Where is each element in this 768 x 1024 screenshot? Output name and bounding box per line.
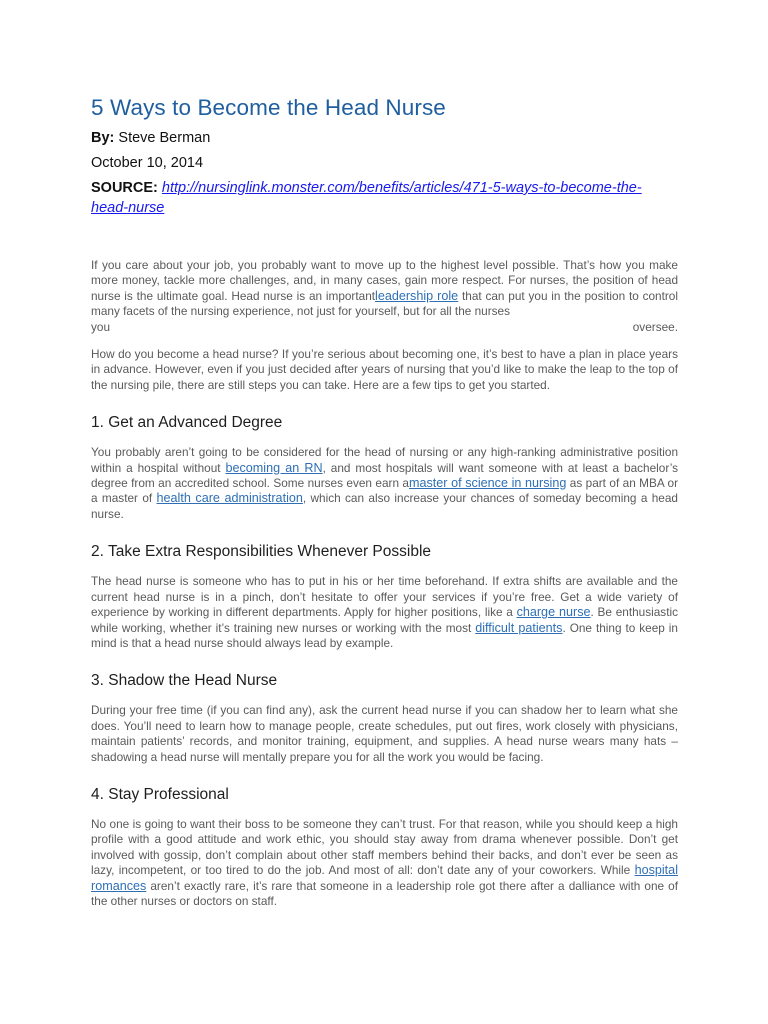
section-4-body: [91, 817, 678, 909]
section-1-heading: 1. Get an Advanced Degree: [91, 414, 283, 432]
section-4-text-2: aren’t exactly rare, it’s rare that someone in a leadership role got there after a dalliance with one of the other nurses or doctors on staff.: [91, 878, 678, 908]
source-link[interactable]: http://nursinglink.monster.com/benefits/articles/471-5-ways-to-become-the-head-nurse: [91, 180, 642, 216]
intro-last-line: [91, 320, 678, 335]
publish-date: October 10, 2014: [91, 155, 204, 171]
section-4-text-1: No one is going to want their boss to be someone they can’t trust. For that reason, while you should keep a high profile with a good attitude and work ethic, you should stay away from drama whenever possible. Don’t get involved with gossip, don’t complain about other staff members behind their backs, and don’t ever be seen as lazy, incompetent, or too tired to do the job. And most of all: don’t date any of your coworkers. While: [91, 816, 678, 878]
article: [91, 90, 678, 909]
section-3-heading: 3. Shadow the Head Nurse: [91, 672, 278, 690]
section-1-text-2: , and most hospitals will want someone with at least a bachelor’s degree from an accredited school. Some nurses even earn a: [91, 460, 679, 491]
section-4-heading: 4. Stay Professional: [91, 785, 229, 803]
intro-paragraph-1: [91, 258, 678, 335]
becoming-an-rn-link[interactable]: becoming an RN: [225, 460, 323, 475]
source-line: [91, 178, 678, 218]
by-label: By:: [91, 130, 115, 146]
hospital-romances-link[interactable]: hospital romances: [91, 863, 678, 893]
section-1-body: [91, 445, 678, 522]
leadership-role-link[interactable]: leadership role: [375, 288, 459, 303]
section-2-text-1: The head nurse is someone who has to put in his or her time beforehand. If extra shifts are available and the current head nurse is in a pinch, don’t hesitate to offer your services if you’re free. Get a wide variety of experience by working in different departments. Apply for higher positions, like a: [91, 574, 678, 620]
section-1-text-1: You probably aren’t going to be considered for the head of nursing or any high-ranking administrative position within a hospital without: [91, 445, 678, 475]
section-2-text-3: . One thing to keep in mind is that a head nurse should always lead by example.: [91, 620, 678, 650]
section-2-heading: 2. Take Extra Responsibilities Whenever Possible: [91, 543, 432, 561]
source-label: SOURCE:: [91, 180, 158, 196]
author-name: Steve Berman: [118, 130, 211, 146]
charge-nurse-link[interactable]: charge nurse: [516, 605, 591, 620]
intro-paragraph-2: How do you become a head nurse? If you’re serious about becoming one, it’s best to have a plan in place years in advance. However, even if you just decided after years of nursing that you’d like to make the leap to the top of the nursing pile, there are still steps you can take. Here are a few tips to get you started.: [91, 347, 678, 392]
master-science-nursing-link[interactable]: master of science in nursing: [408, 476, 567, 491]
intro-text-2: that can put you in the position to control many facets of the nursing experience, not just for yourself, but for all the nurses: [91, 288, 678, 319]
health-care-administration-link[interactable]: health care administration: [156, 491, 303, 506]
intro-text-1: If you care about your job, you probably want to move up to the highest level possible. That’s how you make more money, tackle more challenges, and, in many cases, gain more respect. For nurses, the position of head nurse is the ultimate goal. Head nurse is an important: [91, 258, 678, 303]
intro-last-left: you: [91, 319, 111, 334]
intro-last-right: oversee.: [632, 319, 678, 334]
section-2-text-2: . Be enthusiastic while working, whether it’s training new nurses or working with the most: [91, 605, 678, 635]
section-1-text-3: as part of an MBA or a master of: [91, 476, 678, 506]
section-2-body: [91, 574, 678, 651]
article-title: 5 Ways to Become the Head Nurse: [91, 95, 446, 120]
section-3-body: During your free time (if you can find any), ask the current head nurse if you can shadow her to learn what she does. You’ll need to learn how to manage people, create schedules, put out fires, work closely with physicians, maintain patients’ records, and monitor training, equipment, and supplies. A head nurse wears many hats – shadowing a head nurse will mentally prepare you for all the work you would be facing.: [91, 703, 678, 764]
byline: [91, 126, 678, 151]
section-1-text-4: , which can also increase your chances of someday becoming a head nurse.: [91, 491, 678, 521]
difficult-patients-link[interactable]: difficult patients: [475, 620, 563, 635]
